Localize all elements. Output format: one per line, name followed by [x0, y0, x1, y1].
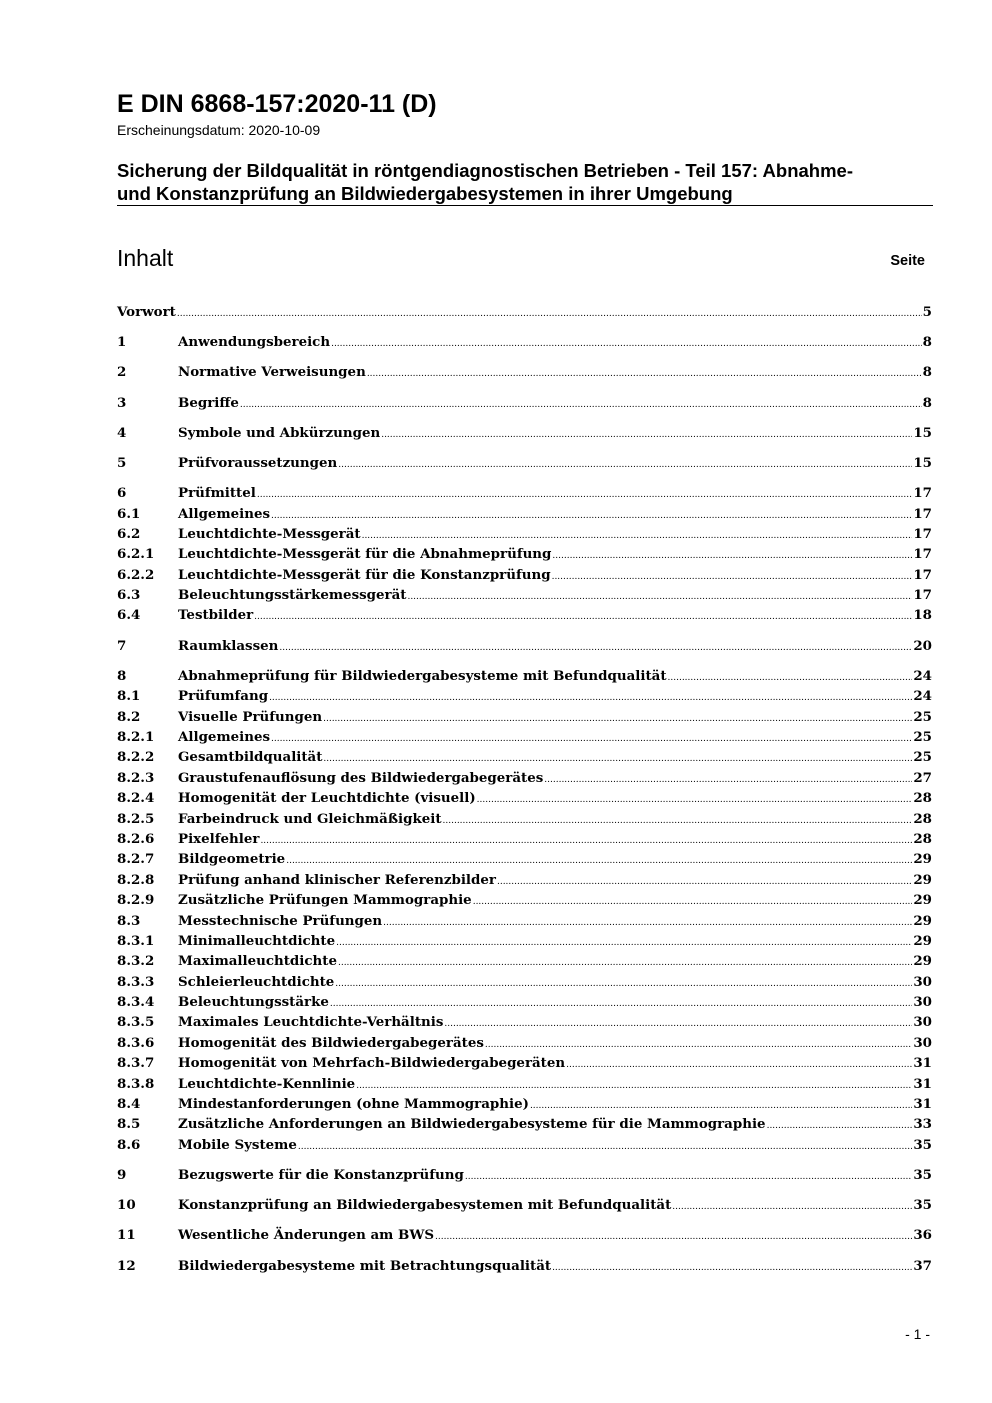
toc-entry-page: 31	[913, 1096, 932, 1113]
toc-entry-page: 35	[913, 1197, 932, 1214]
toc-entry-title: Leuchtdichte-Messgerät für die Abnahmeprüfung	[178, 546, 552, 563]
toc-dot-leader	[271, 504, 912, 526]
toc-entry-number: 8.5	[117, 1116, 141, 1133]
toc-entry-title: Zusätzliche Prüfungen Mammographie	[178, 892, 472, 909]
toc-entry-page: 15	[913, 454, 932, 471]
toc-entry-number: 6.2.2	[117, 566, 155, 583]
toc-entry[interactable]	[117, 605, 932, 625]
toc-entry[interactable]	[117, 849, 932, 869]
toc-entry[interactable]	[117, 972, 932, 992]
toc-entry[interactable]	[117, 727, 932, 747]
toc-entry-number: 11	[117, 1227, 136, 1244]
toc-entry-number: 6.2.1	[117, 546, 155, 563]
toc-entry-title: Mobile Systeme	[178, 1136, 297, 1153]
toc-entry-number: 8.3.2	[117, 953, 155, 970]
toc-entry-title: Homogenität des Bildwiedergabegerätes	[178, 1034, 484, 1051]
toc-entry[interactable]	[117, 332, 932, 352]
document-title	[117, 159, 937, 205]
toc-entry-page: 30	[913, 973, 932, 990]
toc-entry-page: 17	[913, 525, 932, 542]
toc-entry-page: 28	[913, 830, 932, 847]
toc-entry[interactable]	[117, 829, 932, 849]
toc-dot-leader	[240, 393, 922, 415]
toc-entry-number: 3	[117, 394, 127, 411]
toc-entry-title: Bildwiedergabesysteme mit Betrachtungsqualität	[178, 1257, 552, 1274]
toc-entry-number: 8.3.5	[117, 1014, 155, 1031]
toc-entry-page: 28	[913, 790, 932, 807]
toc-entry[interactable]	[117, 890, 932, 910]
toc-entry-number: 8.4	[117, 1096, 141, 1113]
toc-entry-title: Farbeindruck und Gleichmäßigkeit	[178, 810, 442, 827]
toc-dot-leader	[530, 1094, 912, 1116]
toc-entry-page: 15	[913, 424, 932, 441]
toc-dot-leader	[338, 453, 912, 475]
toc-entry-title: Allgemeines	[178, 505, 271, 522]
toc-entry-number: 8.3.3	[117, 973, 155, 990]
toc-entry-page: 17	[913, 566, 932, 583]
toc-entry-page: 30	[913, 1034, 932, 1051]
toc-dot-leader	[356, 1074, 912, 1096]
toc-entry-page: 36	[913, 1227, 932, 1244]
toc-dot-leader	[269, 686, 912, 708]
toc-entry-page: 28	[913, 810, 932, 827]
toc-dot-leader	[323, 747, 912, 769]
toc-entry-number: 2	[117, 364, 127, 381]
toc-entry-number: 8.3.1	[117, 932, 155, 949]
toc-dot-leader	[444, 1012, 912, 1034]
toc-entry-page: 35	[913, 1167, 932, 1184]
toc-entry[interactable]	[117, 1114, 932, 1134]
toc-dot-leader	[497, 870, 912, 892]
toc-entry-number: 6.2	[117, 525, 141, 542]
toc-entry[interactable]	[117, 1053, 932, 1073]
toc-entry-page: 27	[913, 769, 932, 786]
toc-entry-title: Allgemeines	[178, 729, 271, 746]
table-of-contents	[117, 302, 932, 1276]
toc-entry[interactable]	[117, 768, 932, 788]
toc-entry-page: 8	[922, 334, 932, 351]
toc-entry-title: Prüfung anhand klinischer Referenzbilder	[178, 871, 496, 888]
toc-entry-title: Visuelle Prüfungen	[178, 708, 323, 725]
toc-dot-leader	[552, 544, 912, 566]
toc-dot-leader	[407, 585, 912, 607]
toc-entry[interactable]	[117, 1074, 932, 1094]
document-title-line-2: und Konstanzprüfung an Bildwiedergabesystemen in ihrer Umgebung	[117, 183, 733, 204]
toc-entry-number: 8	[117, 667, 127, 684]
toc-entry-number: 8.2	[117, 708, 141, 725]
toc-dot-leader	[383, 911, 912, 933]
toc-entry[interactable]	[117, 565, 932, 585]
toc-dot-leader	[286, 849, 912, 871]
toc-entry-title: Raumklassen	[178, 637, 279, 654]
toc-entry[interactable]	[117, 931, 932, 951]
toc-entry-page: 31	[913, 1075, 932, 1092]
toc-entry-title: Minimalleuchtdichte	[178, 932, 336, 949]
toc-dot-leader	[177, 302, 922, 324]
toc-entry-page: 25	[913, 708, 932, 725]
toc-entry-title: Zusätzliche Anforderungen an Bildwiedergabesysteme für die Mammographie	[178, 1116, 766, 1133]
toc-dot-leader	[443, 809, 913, 831]
toc-dot-leader	[331, 332, 922, 354]
toc-dot-leader	[260, 829, 912, 851]
toc-entry[interactable]	[117, 483, 932, 503]
toc-dot-leader	[330, 992, 912, 1014]
toc-entry-title: Symbole und Abkürzungen	[178, 424, 381, 441]
toc-dot-leader	[381, 423, 912, 445]
toc-entry-number: 6	[117, 485, 127, 502]
toc-entry-title: Pixelfehler	[178, 830, 260, 847]
toc-entry[interactable]	[117, 951, 932, 971]
toc-entry-number: 5	[117, 454, 127, 471]
toc-dot-leader	[257, 483, 913, 505]
toc-entry[interactable]	[117, 504, 932, 524]
toc-entry-page: 29	[913, 912, 932, 929]
toc-entry-title: Konstanzprüfung an Bildwiedergabesystemen mit Befundqualität	[178, 1197, 672, 1214]
toc-entry[interactable]	[117, 585, 932, 605]
toc-entry[interactable]	[117, 788, 932, 808]
toc-entry[interactable]	[117, 1225, 932, 1245]
toc-entry-number: 8.2.8	[117, 871, 155, 888]
toc-entry-page: 17	[913, 505, 932, 522]
toc-dot-leader	[552, 1256, 912, 1278]
toc-entry-title: Normative Verweisungen	[178, 364, 366, 381]
toc-entry-title: Gesamtbildqualität	[178, 749, 323, 766]
toc-entry-title: Leuchtdichte-Kennlinie	[178, 1075, 356, 1092]
toc-entry[interactable]	[117, 1135, 932, 1155]
toc-entry-page: 8	[922, 394, 932, 411]
toc-dot-leader	[362, 524, 913, 546]
toc-entry[interactable]	[117, 686, 932, 706]
toc-entry-title: Prüfmittel	[178, 485, 256, 502]
toc-entry-number: 8.2.7	[117, 851, 155, 868]
toc-entry-page: 31	[913, 1055, 932, 1072]
toc-entry-page: 17	[913, 485, 932, 502]
publication-date: Erscheinungsdatum: 2020-10-09	[117, 122, 321, 138]
toc-entry-number: Vorwort	[117, 304, 176, 320]
toc-entry-number: 8.1	[117, 688, 141, 705]
toc-entry-page: 20	[913, 637, 932, 654]
toc-entry-title: Graustufenauflösung des Bildwiedergabegerätes	[178, 769, 544, 786]
toc-entry-page: 29	[913, 871, 932, 888]
toc-entry[interactable]	[117, 1195, 932, 1215]
toc-entry-title: Bildgeometrie	[178, 851, 286, 868]
toc-entry[interactable]	[117, 809, 932, 829]
toc-entry[interactable]	[117, 1033, 932, 1053]
toc-entry-page: 17	[913, 546, 932, 563]
toc-dot-leader	[367, 362, 922, 384]
title-divider	[117, 205, 933, 206]
toc-dot-leader	[435, 1225, 912, 1247]
toc-entry-number: 8.2.2	[117, 749, 155, 766]
toc-entry-page: 25	[913, 729, 932, 746]
toc-entry-page: 17	[913, 587, 932, 604]
toc-entry-number: 8.2.1	[117, 729, 155, 746]
toc-dot-leader	[485, 1033, 912, 1055]
toc-dot-leader	[552, 565, 913, 587]
toc-dot-leader	[335, 972, 912, 994]
toc-entry-page: 18	[913, 607, 932, 624]
toc-entry-title: Abnahmeprüfung für Bildwiedergabesysteme mit Befundqualität	[178, 667, 667, 684]
toc-entry-number: 6.4	[117, 607, 141, 624]
toc-entry-page: 8	[922, 364, 932, 381]
toc-entry[interactable]	[117, 747, 932, 767]
toc-dot-leader	[672, 1195, 912, 1217]
toc-entry-title: Prüfumfang	[178, 688, 269, 705]
toc-entry-title: Anwendungsbereich	[178, 334, 331, 351]
toc-entry-title: Prüfvoraussetzungen	[178, 454, 338, 471]
toc-entry[interactable]	[117, 453, 932, 473]
toc-entry-title: Begriffe	[178, 394, 239, 411]
toc-entry-title: Homogenität von Mehrfach-Bildwiedergabegeräten	[178, 1055, 566, 1072]
toc-dot-leader	[668, 666, 913, 688]
toc-entry[interactable]	[117, 1012, 932, 1032]
document-id: E DIN 6868-157:2020-11 (D)	[117, 90, 437, 118]
toc-entry-page: 30	[913, 994, 932, 1011]
page-number: - 1 -	[905, 1326, 930, 1342]
toc-entry-title: Beleuchtungsstärkemessgerät	[178, 587, 407, 604]
toc-entry-number: 8.3.7	[117, 1055, 155, 1072]
toc-entry-number: 8.2.4	[117, 790, 155, 807]
toc-entry-title: Maximales Leuchtdichte-Verhältnis	[178, 1014, 444, 1031]
toc-dot-leader	[336, 931, 912, 953]
toc-entry-page: 29	[913, 892, 932, 909]
toc-entry-page: 24	[913, 688, 932, 705]
toc-entry-number: 6.3	[117, 587, 141, 604]
toc-entry[interactable]	[117, 870, 932, 890]
toc-entry-number: 7	[117, 637, 127, 654]
toc-entry[interactable]	[117, 666, 932, 686]
toc-entry-title: Testbilder	[178, 607, 254, 624]
toc-entry[interactable]	[117, 992, 932, 1012]
toc-entry-page: 30	[913, 1014, 932, 1031]
toc-heading: Inhalt	[117, 245, 174, 271]
toc-entry-page: 25	[913, 749, 932, 766]
toc-entry-number: 4	[117, 424, 127, 441]
toc-entry-number: 8.2.6	[117, 830, 155, 847]
toc-entry[interactable]	[117, 1094, 932, 1114]
document-title-line-1: Sicherung der Bildqualität in röntgendiagnostischen Betrieben - Teil 157: Abnahme-	[117, 160, 853, 181]
toc-entry-title: Maximalleuchtdichte	[178, 953, 337, 970]
toc-entry[interactable]	[117, 544, 932, 564]
toc-dot-leader	[767, 1114, 913, 1136]
toc-entry[interactable]	[117, 362, 932, 382]
toc-dot-leader	[477, 788, 913, 810]
toc-entry[interactable]	[117, 911, 932, 931]
toc-entry-number: 8.3.8	[117, 1075, 155, 1092]
toc-entry[interactable]	[117, 1256, 932, 1276]
toc-entry-title: Leuchtdichte-Messgerät	[178, 525, 361, 542]
toc-entry[interactable]	[117, 423, 932, 443]
toc-entry-title: Bezugswerte für die Konstanzprüfung	[178, 1167, 464, 1184]
toc-entry-number: 10	[117, 1197, 136, 1214]
toc-dot-leader	[338, 951, 912, 973]
toc-entry-number: 8.2.9	[117, 892, 155, 909]
toc-entry-page: 29	[913, 932, 932, 949]
toc-entry-number: 8.3	[117, 912, 141, 929]
toc-dot-leader	[254, 605, 912, 627]
toc-entry-number: 6.1	[117, 505, 141, 522]
toc-entry-number: 8.6	[117, 1136, 141, 1153]
toc-entry-number: 8.2.3	[117, 769, 155, 786]
toc-entry[interactable]	[117, 302, 932, 322]
toc-entry[interactable]	[117, 393, 932, 413]
toc-dot-leader	[298, 1135, 913, 1157]
toc-entry-number: 1	[117, 334, 127, 351]
toc-entry[interactable]	[117, 1165, 932, 1185]
toc-dot-leader	[323, 707, 912, 729]
toc-entry-page: 24	[913, 667, 932, 684]
toc-entry-number: 8.3.4	[117, 994, 155, 1011]
toc-entry-number: 12	[117, 1257, 136, 1274]
toc-entry-title: Beleuchtungsstärke	[178, 994, 329, 1011]
toc-entry-page: 29	[913, 953, 932, 970]
toc-page-column-label: Seite	[890, 253, 925, 269]
toc-entry-number: 8.2.5	[117, 810, 155, 827]
toc-entry-title: Homogenität der Leuchtdichte (visuell)	[178, 790, 476, 807]
toc-dot-leader	[473, 890, 913, 912]
toc-entry-number: 8.3.6	[117, 1034, 155, 1051]
toc-entry-title: Mindestanforderungen (ohne Mammographie)	[178, 1096, 529, 1113]
toc-entry[interactable]	[117, 707, 932, 727]
toc-entry-title: Leuchtdichte-Messgerät für die Konstanzprüfung	[178, 566, 551, 583]
toc-entry-page: 33	[913, 1116, 932, 1133]
toc-entry-title: Wesentliche Änderungen am BWS	[178, 1227, 435, 1244]
toc-dot-leader	[271, 727, 912, 749]
toc-dot-leader	[465, 1165, 912, 1187]
toc-entry-page: 35	[913, 1136, 932, 1153]
toc-entry-page: 5	[922, 304, 932, 320]
toc-entry-number: 9	[117, 1167, 127, 1184]
toc-entry-page: 37	[913, 1257, 932, 1274]
toc-entry-title: Schleierleuchtdichte	[178, 973, 335, 990]
toc-dot-leader	[566, 1053, 912, 1075]
toc-dot-leader	[544, 768, 912, 790]
toc-entry[interactable]	[117, 524, 932, 544]
toc-entry-title: Messtechnische Prüfungen	[178, 912, 383, 929]
toc-dot-leader	[279, 636, 912, 658]
toc-entry-page: 29	[913, 851, 932, 868]
toc-entry[interactable]	[117, 636, 932, 656]
